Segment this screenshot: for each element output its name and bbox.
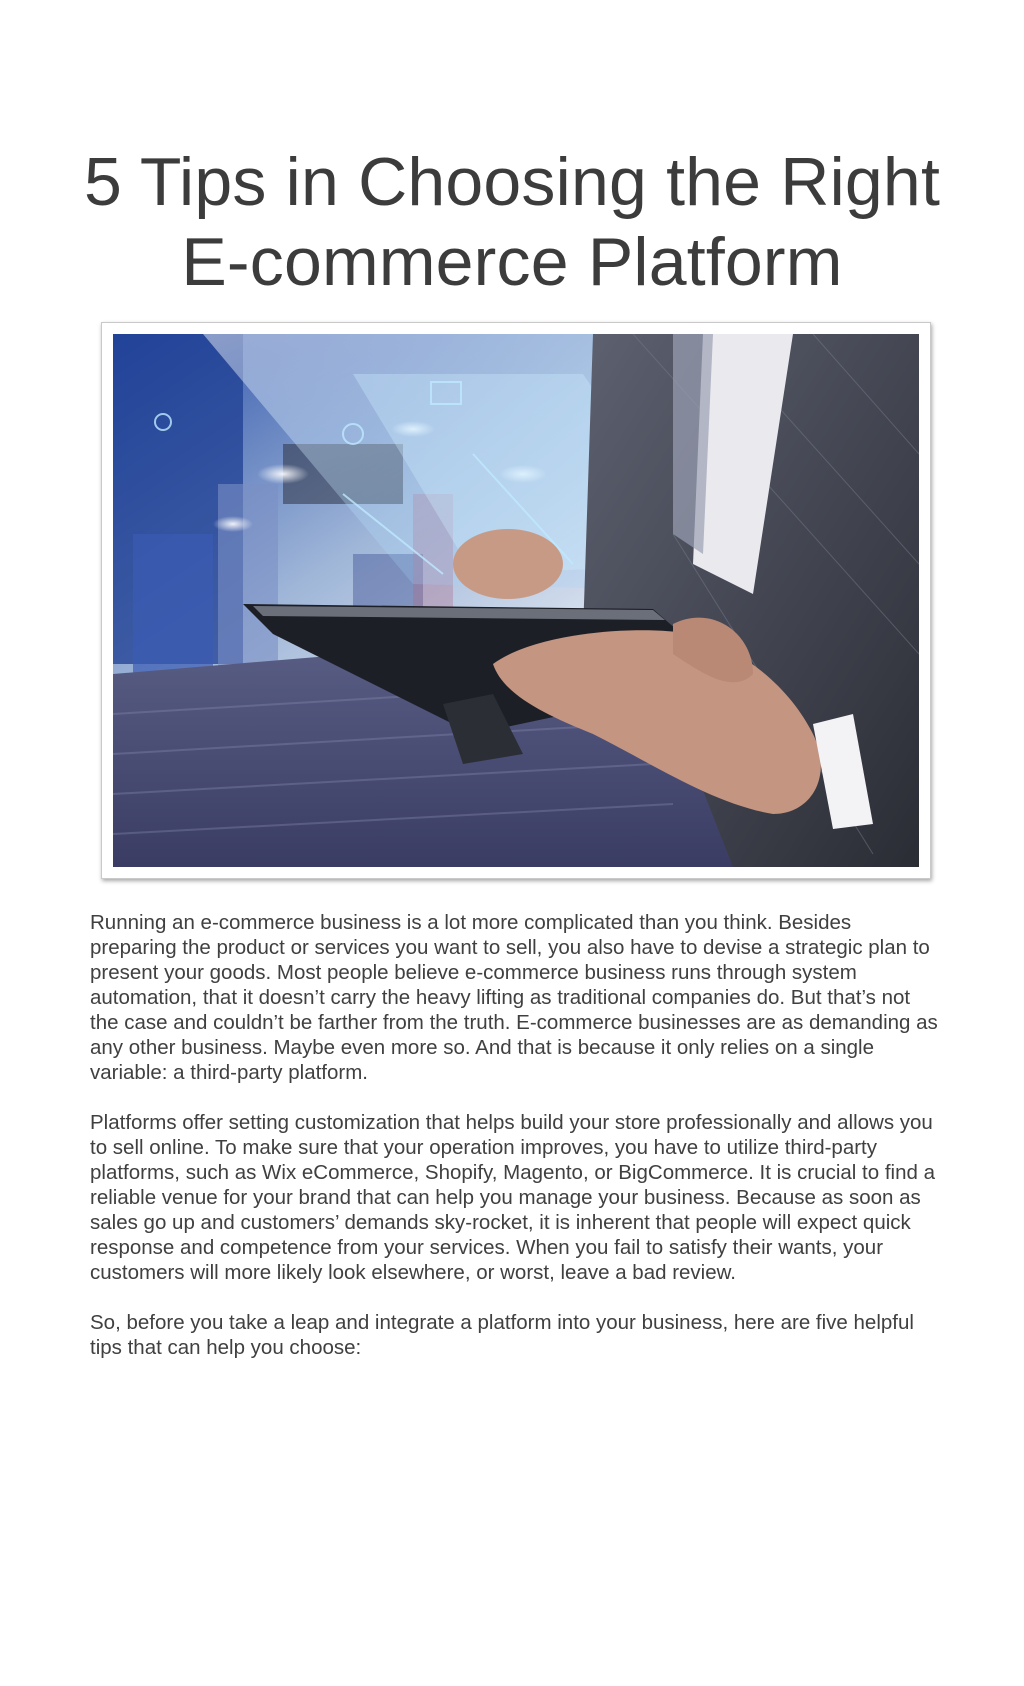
paragraph-intro: Running an e-commerce business is a lot more complicated than you think. Besides preparing the product or services you want to sell, you also have to devise a strategic plan to present your goods. Most people believe e-commerce business runs through system automation, that it doesn’t carry the heavy lifting as traditional companies do. But that’s not the case and couldn’t be farther from the truth. E-commerce businesses are as demanding as any other business. Maybe even more so. And that is because it only relies on a single variable: a third-party platform. [90, 911, 938, 1084]
page-title [0, 142, 1024, 302]
article-body [90, 910, 942, 1385]
paragraph-platforms: Platforms offer setting customization that helps build your store professionally and allows you to sell online. To make sure that your operation improves, you have to utilize third-party platforms, such as Wix eCommerce, Shopify, Magento, or BigCommerce. It is crucial to find a reliable venue for your brand that can help you manage your business. Because as soon as sales go up and customers’ demands sky-rocket, it is inherent that people will expect quick response and competence from your services. When you fail to satisfy their wants, your customers will more likely look elsewhere, or worst, leave a bad review. [90, 1111, 935, 1284]
hero-image [113, 334, 919, 867]
paragraph-tips-intro: So, before you take a leap and integrate a platform into your business, here are five helpful tips that can help you choose: [90, 1311, 914, 1359]
page-title-line-1: 5 Tips in Choosing the Right [83, 144, 941, 220]
hero-image-frame [101, 322, 931, 879]
page-title-line-2: E-commerce Platform [181, 224, 843, 300]
